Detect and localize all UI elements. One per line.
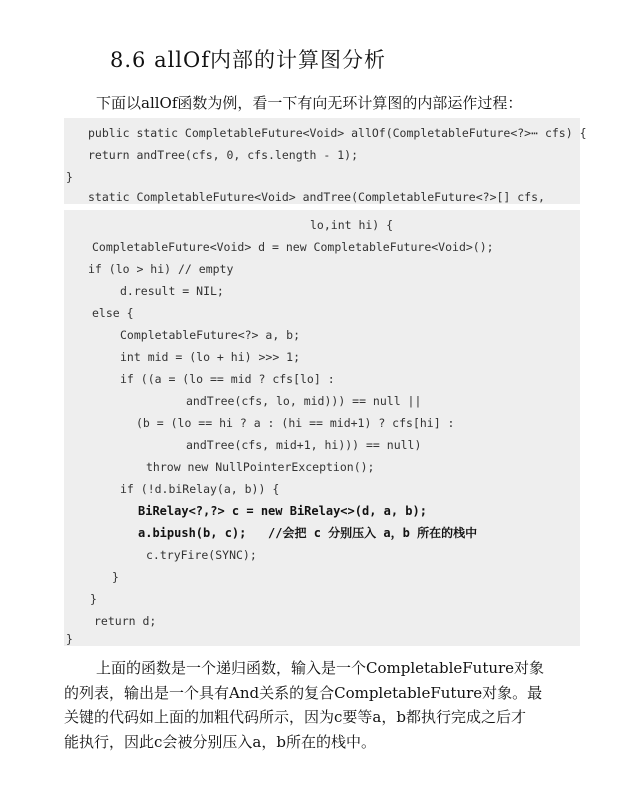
explanation-paragraph xyxy=(64,656,584,754)
code-line: } xyxy=(66,632,73,646)
code-line-bold: BiRelay<?,?> c = new BiRelay<>(d, a, b); xyxy=(138,504,427,518)
paragraph-line: 能执行，因此c会被分别压入a，b所在的栈中。 xyxy=(64,732,376,751)
code-line: andTree(cfs, lo, mid))) == null || xyxy=(186,394,422,408)
code-block-2 xyxy=(64,210,580,646)
code-line: } xyxy=(90,592,97,606)
code-line: CompletableFuture<Void> d = new CompletableFuture<Void>(); xyxy=(92,240,494,254)
code-line: CompletableFuture<?> a, b; xyxy=(120,328,301,342)
code-line: if (!d.biRelay(a, b)) { xyxy=(120,482,280,496)
code-line: if (lo > hi) // empty xyxy=(88,262,234,276)
code-line: else { xyxy=(92,306,134,320)
code-block-1 xyxy=(64,118,587,204)
code-line: c.tryFire(SYNC); xyxy=(146,548,257,562)
paragraph-line: 上面的函数是一个递归函数，输入是一个CompletableFuture对象 xyxy=(96,659,545,677)
code-line: public static CompletableFuture<Void> allOf(CompletableFuture<?>⋯ cfs) { xyxy=(88,126,587,140)
section-title: 8.6 allOf内部的计算图分析 xyxy=(110,48,387,72)
code-line-bold: a.bipush(b, c); //会把 c 分别压入 a，b 所在的栈中 xyxy=(138,526,478,540)
code-line: return d; xyxy=(94,614,157,628)
code-line: (b = (lo == hi ? a : (hi == mid+1) ? cfs[hi] : xyxy=(136,416,455,430)
paragraph-line: 关键的代码如上面的加粗代码所示，因为c要等a，b都执行完成之后才 xyxy=(64,708,526,726)
code-line: int mid = (lo + hi) >>> 1; xyxy=(120,350,301,364)
intro-text: 下面以allOf函数为例，看一下有向无环计算图的内部运作过程： xyxy=(96,94,523,112)
code-line: if ((a = (lo == mid ? cfs[lo] : xyxy=(120,372,335,386)
code-line: static CompletableFuture<Void> andTree(CompletableFuture<?>[] cfs, xyxy=(88,190,545,204)
paragraph-line: 的列表，输出是一个具有And关系的复合CompletableFuture对象。最 xyxy=(64,683,543,702)
code-line: } xyxy=(66,170,73,184)
code-line: andTree(cfs, mid+1, hi))) == null) xyxy=(186,438,422,452)
code-line: d.result = NIL; xyxy=(120,284,224,298)
code-line: throw new NullPointerException(); xyxy=(146,460,375,474)
code-line: lo,int hi) { xyxy=(310,218,394,232)
code-line: return andTree(cfs, 0, cfs.length - 1); xyxy=(88,148,359,162)
code-line: } xyxy=(112,570,119,584)
